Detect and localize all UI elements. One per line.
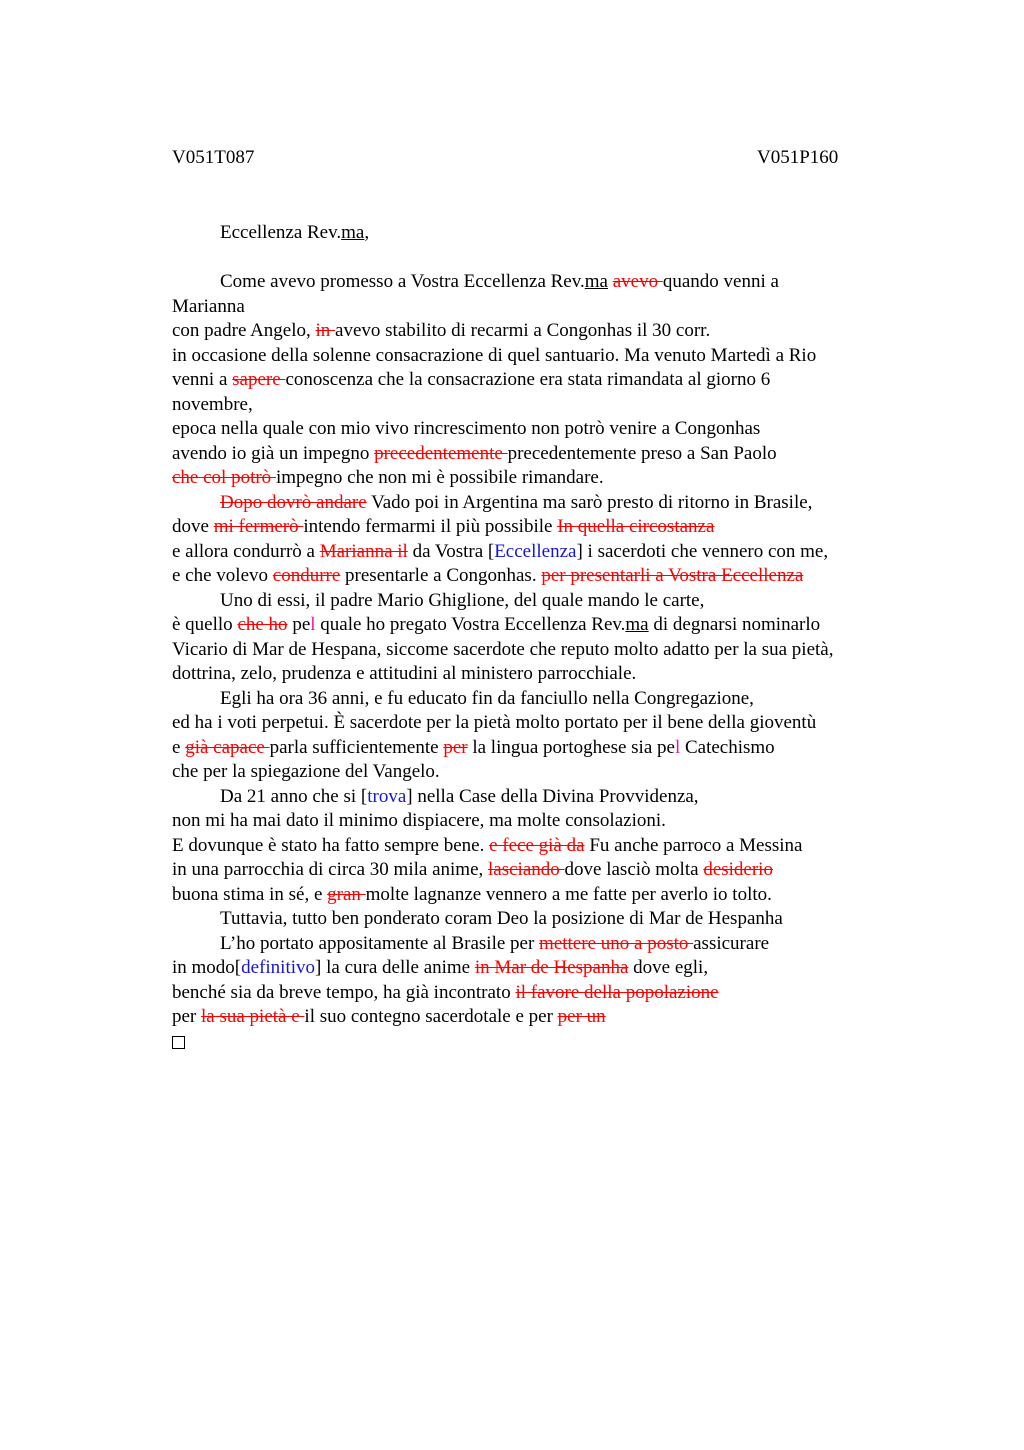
text-segment: ] nella Case della Divina Provvidenza,	[406, 785, 699, 807]
deleted-text: mi fermerò	[213, 516, 304, 537]
text-segment: novembre,	[172, 393, 253, 415]
deleted-text: per	[443, 736, 468, 758]
document-code-left: V051T087	[172, 147, 255, 168]
deleted-text: che col potrò	[172, 467, 276, 488]
text-segment: è quello	[172, 614, 238, 635]
greeting-abbrev: ma	[341, 222, 365, 243]
deleted-text: condurre	[272, 565, 341, 586]
deleted-text: per presentarli a Vostra Eccellenza	[541, 565, 804, 586]
text-segment: Vicario di Mar de Hespana, siccome sacerdote che reputo molto adatto per la sua pietà,	[172, 638, 834, 660]
text-segment: avendo io già un impegno	[172, 442, 375, 464]
text-segment: dove	[172, 516, 214, 537]
deleted-text: In quella circostanza	[557, 516, 715, 537]
text-segment: intendo fermarmi il più possibile	[303, 516, 558, 537]
text-line	[172, 393, 912, 418]
deleted-text: avevo	[612, 271, 663, 292]
text-segment: assicurare	[693, 932, 770, 954]
abbreviation: ma	[625, 614, 649, 635]
text-segment: non mi ha mai dato il minimo dispiacere, ma molte consolazioni.	[172, 810, 666, 831]
text-segment: dove lasciò molta	[564, 859, 704, 880]
text-segment: e che volevo	[172, 565, 273, 586]
text-line	[172, 319, 912, 344]
text-line	[172, 613, 912, 638]
marked-letter: l	[310, 614, 316, 635]
text-line	[172, 589, 912, 614]
marked-letter: l	[674, 736, 681, 758]
text-segment: parla sufficientemente	[269, 736, 444, 758]
text-segment: Marianna	[172, 295, 245, 317]
added-text: trova	[367, 785, 407, 807]
deleted-text: e fece già da	[489, 834, 585, 856]
text-line	[172, 687, 912, 712]
text-segment: ed ha i voti perpetui. È sacerdote per la pietà molto portato per il bene della gioventù	[172, 712, 817, 733]
empty-square-icon	[172, 1036, 185, 1049]
letter-greeting	[172, 221, 912, 246]
added-text: definitivo	[241, 957, 316, 978]
text-line	[172, 540, 912, 565]
letter-text	[172, 270, 912, 1030]
text-segment: impegno che non mi è possibile rimandare.	[275, 467, 604, 488]
text-segment: presentarle a Congonhas.	[340, 565, 542, 586]
text-segment: pe	[287, 614, 311, 635]
deleted-text: gran	[327, 883, 366, 905]
text-segment: Fu anche parroco a Messina	[584, 834, 803, 856]
text-line	[172, 344, 912, 369]
text-segment: Vado poi in Argentina ma sarò presto di ritorno in Brasile,	[366, 491, 813, 513]
text-line	[172, 638, 912, 663]
text-segment: la lingua portoghese sia pe	[467, 736, 675, 758]
text-segment: con padre Angelo,	[172, 320, 316, 341]
text-line	[172, 466, 912, 491]
text-line	[172, 662, 912, 687]
greeting-punct: ,	[364, 222, 370, 243]
text-segment: il suo contegno sacerdotale e per	[304, 1006, 558, 1027]
text-line	[172, 736, 912, 761]
text-segment: in occasione della solenne consacrazione di quel santuario. Ma venuto Martedì a Rio	[172, 344, 817, 366]
deleted-text: mettere uno a posto	[539, 932, 694, 954]
text-segment: in una parrocchia di circa 30 mila anime,	[172, 859, 489, 880]
deleted-text: Marianna il	[319, 540, 408, 562]
deleted-text: la sua pietà e	[201, 1006, 305, 1027]
text-segment: ] i sacerdoti che vennero con me,	[576, 540, 829, 562]
text-segment: ] la cura delle anime	[315, 957, 475, 978]
text-segment: quando venni a	[662, 271, 779, 292]
text-segment: Tuttavia, tutto ben ponderato coram Deo la posizione di Mar de Hespanha	[220, 908, 783, 929]
text-line	[172, 417, 912, 442]
text-segment: venni a	[172, 369, 233, 390]
text-segment: da Vostra [	[407, 540, 495, 562]
text-segment: in modo[	[172, 957, 242, 978]
deleted-text: sapere	[232, 369, 286, 390]
deleted-text: già capace	[185, 736, 270, 758]
letter-body	[172, 221, 912, 1056]
text-segment: epoca nella quale con mio vivo rincrescimento non potrò venire a Congonhas	[172, 418, 761, 439]
deleted-text: per un	[557, 1006, 606, 1027]
text-segment: dove egli,	[628, 957, 709, 978]
deleted-text: in Mar de Hespanha	[474, 957, 629, 978]
text-segment: dottrina, zelo, prudenza e attitudini al ministero parrocchiale.	[172, 663, 637, 684]
document-code-right: V051P160	[757, 147, 839, 168]
text-line	[172, 932, 912, 957]
text-segment: e	[172, 736, 186, 758]
text-line	[172, 270, 912, 295]
text-line	[172, 515, 912, 540]
text-segment: avevo stabilito di recarmi a Congonhas il 30 corr.	[335, 320, 711, 341]
text-line	[172, 442, 912, 467]
text-line	[172, 1005, 912, 1030]
text-segment: quale ho pregato Vostra Eccellenza Rev.	[315, 614, 626, 635]
text-line	[172, 981, 912, 1006]
deleted-text: in	[315, 320, 336, 341]
text-segment: Come avevo promesso a Vostra Eccellenza Rev.	[220, 271, 585, 292]
text-line	[172, 809, 912, 834]
abbreviation: ma	[584, 271, 608, 292]
text-line	[172, 785, 912, 810]
text-segment: Catechismo	[680, 736, 775, 758]
text-segment: conoscenza che la consacrazione era stata rimandata al giorno 6	[285, 369, 771, 390]
text-segment: Egli ha ora 36 anni, e fu educato fin da fanciullo nella Congregazione,	[220, 687, 754, 709]
deleted-text: desiderio	[703, 859, 773, 880]
text-line	[172, 858, 912, 883]
added-text: Eccellenza	[494, 540, 577, 562]
text-segment: precedentemente preso a San Paolo	[507, 442, 777, 464]
text-line	[172, 956, 912, 981]
blank-line	[172, 246, 912, 271]
deleted-text: precedentemente	[374, 442, 508, 464]
deleted-text: il favore della popolazione	[515, 981, 719, 1003]
text-line	[172, 368, 912, 393]
text-line	[172, 711, 912, 736]
text-segment: che per la spiegazione del Vangelo.	[172, 761, 440, 782]
text-line	[172, 295, 912, 320]
deleted-text: che ho	[237, 614, 288, 635]
text-line	[172, 491, 912, 516]
text-segment: per	[172, 1006, 202, 1027]
text-line	[172, 907, 912, 932]
text-line	[172, 834, 912, 859]
text-segment: Da 21 anno che si [	[220, 785, 368, 807]
text-line	[172, 760, 912, 785]
text-segment: buona stima in sé, e	[172, 883, 328, 905]
text-segment: molte lagnanze vennero a me fatte per averlo io tolto.	[365, 883, 772, 905]
text-line	[172, 564, 912, 589]
deleted-text: Dopo dovrò andare	[220, 491, 367, 513]
text-segment: di degnarsi nominarlo	[648, 614, 821, 635]
text-segment: L’ho portato appositamente al Brasile per	[220, 932, 540, 954]
text-segment: Uno di essi, il padre Mario Ghiglione, del quale mando le carte,	[220, 589, 705, 611]
text-segment: benché sia da breve tempo, ha già incontrato	[172, 981, 516, 1003]
text-segment: E dovunque è stato ha fatto sempre bene.	[172, 834, 490, 856]
text-segment: e allora condurrò a	[172, 540, 320, 562]
text-line	[172, 883, 912, 908]
end-marker	[172, 1030, 912, 1057]
greeting-text: Eccellenza Rev.	[220, 222, 342, 243]
deleted-text: lasciando	[488, 859, 565, 880]
